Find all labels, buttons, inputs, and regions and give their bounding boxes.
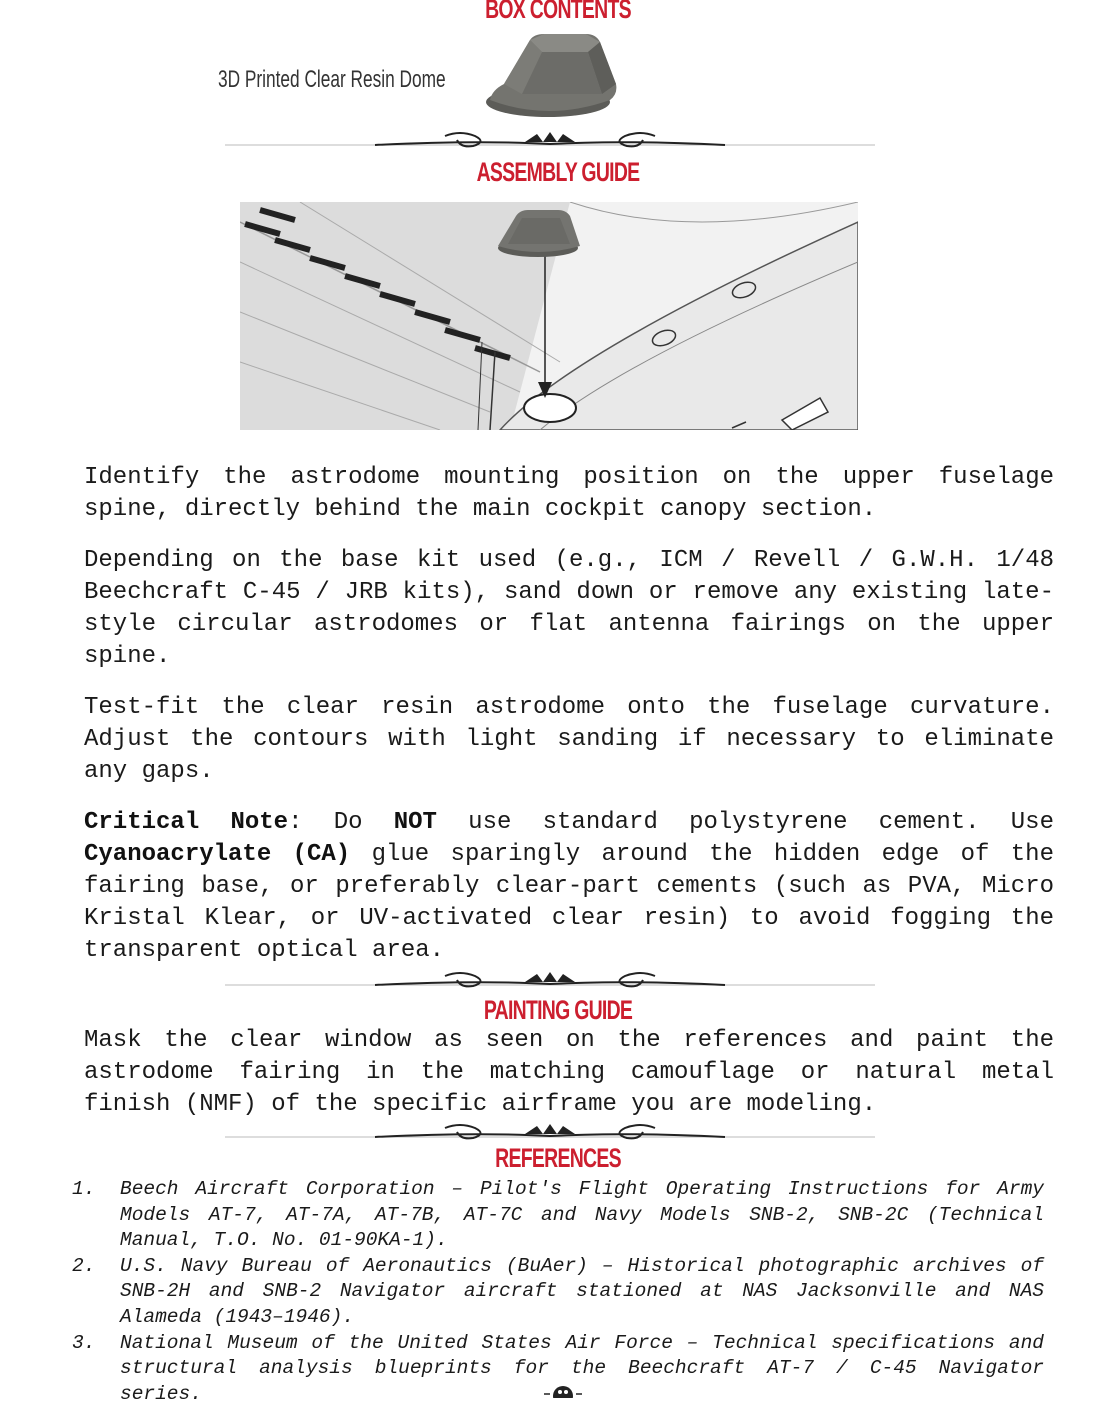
reference-number: 1. xyxy=(72,1178,96,1200)
bottom-ornament-icon xyxy=(538,1382,588,1398)
references-list xyxy=(72,1177,1044,1407)
reference-text: National Museum of the United States Air Force – Technical specifications and structural analysis blueprints for the Beechcraft AT-7 / C-45 Navigator series. xyxy=(120,1331,1044,1405)
critical-note-text: use standard polystyrene cement. Use xyxy=(436,809,1054,836)
critical-note-not: NOT xyxy=(393,809,437,836)
heading-references: REFERENCES xyxy=(495,1143,621,1173)
assembly-step-2: Depending on the base kit used (e.g., ICM / Revell / G.W.H. 1/48 Beechcraft C-45 / JRB kits), sand down or remove any existing late-style circular astrodomes or flat antenna fairings on the upper spine. xyxy=(84,547,1054,670)
critical-note-text: glue sparingly around the hidden edge of the fairing base, or preferably clear-part cements (such as PVA, Micro Kristal Klear, or UV-activated clear resin) to avoid fogging the transparent optical area. xyxy=(84,841,1054,964)
critical-note-text: : Do xyxy=(288,809,394,836)
astrodome-fuselage-diagram xyxy=(240,202,858,430)
heading-box-contents: BOX CONTENTS xyxy=(485,0,631,24)
reference-number: 3. xyxy=(72,1331,96,1354)
reference-item xyxy=(72,1177,1044,1254)
assembly-step-3: Test-fit the clear resin astrodome onto the fuselage curvature. Adjust the contours with light sanding if necessary to eliminate any gaps. xyxy=(84,694,1054,785)
reference-text: U.S. Navy Bureau of Aeronautics (BuAer) – Historical photographic archives of SNB-2H and SNB-2 Navigator aircraft stationed at NAS Jacksonville and NAS Alameda (1943–1946). xyxy=(120,1254,1044,1328)
box-item-label: 3D Printed Clear Resin Dome xyxy=(218,66,446,93)
heading-assembly-guide: ASSEMBLY GUIDE xyxy=(476,157,640,187)
painting-text: Mask the clear window as seen on the references and paint the astrodome fairing in the matching camouflage or natural metal finish (NMF) of the specific airframe you are modeling. xyxy=(84,1027,1054,1118)
ornament-divider xyxy=(225,968,875,994)
reference-number: 2. xyxy=(72,1254,96,1277)
ornament-divider xyxy=(225,128,875,154)
critical-note-label: Critical Note xyxy=(84,809,289,836)
critical-note-glue: Cyanoacrylate (CA) xyxy=(84,841,351,868)
reference-item xyxy=(72,1254,1044,1331)
reference-text: Beech Aircraft Corporation – Pilot's Flight Operating Instructions for Army Models AT-7, AT-7A, AT-7B, AT-7C and Navy Models SNB-2, SNB-2C (Technical Manual, T.O. No. 01-90KA-1). xyxy=(120,1178,1044,1252)
critical-note xyxy=(84,807,1054,967)
heading-painting-guide: PAINTING GUIDE xyxy=(483,995,633,1025)
resin-dome-icon xyxy=(482,28,618,120)
assembly-step-1: Identify the astrodome mounting position on the upper fuselage spine, directly behind the main cockpit canopy section. xyxy=(84,464,1054,523)
